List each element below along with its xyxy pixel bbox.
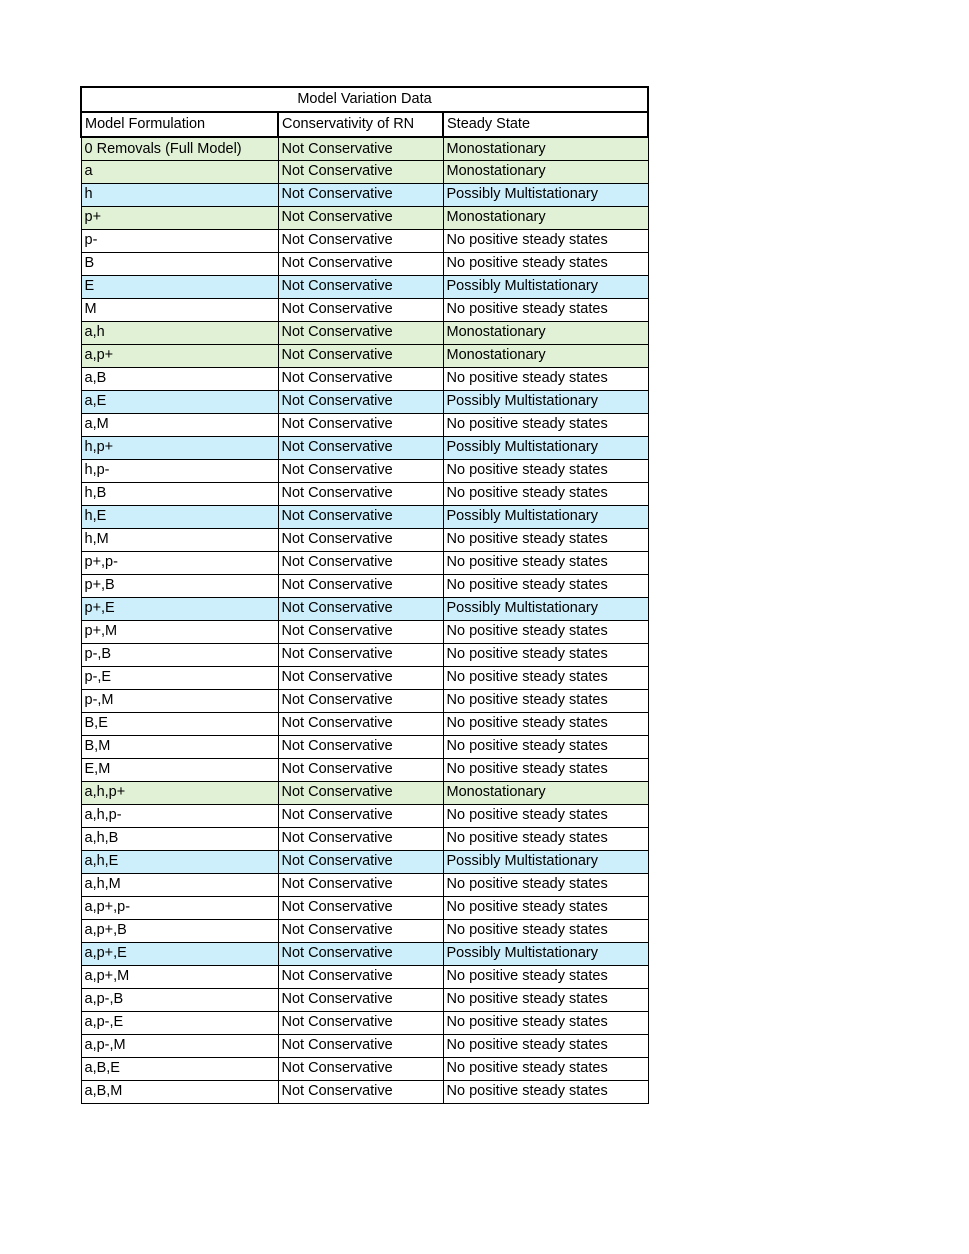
steady-state-cell: No positive steady states <box>443 229 648 252</box>
steady-state-cell: No positive steady states <box>443 482 648 505</box>
steady-state-cell: No positive steady states <box>443 528 648 551</box>
model-formulation-cell: a,B,E <box>81 1057 278 1080</box>
steady-state-cell: Possibly Multistationary <box>443 275 648 298</box>
conservativity-cell: Not Conservative <box>278 804 443 827</box>
table-row <box>81 873 648 896</box>
table-row <box>81 505 648 528</box>
steady-state-cell: No positive steady states <box>443 367 648 390</box>
steady-state-cell: No positive steady states <box>443 712 648 735</box>
steady-state-cell: No positive steady states <box>443 459 648 482</box>
table-title: Model Variation Data <box>81 87 648 112</box>
header-steady-state: Steady State <box>443 112 648 137</box>
table-row <box>81 597 648 620</box>
model-formulation-cell: B,M <box>81 735 278 758</box>
table-row <box>81 390 648 413</box>
model-formulation-cell: p+ <box>81 206 278 229</box>
table-row <box>81 919 648 942</box>
conservativity-cell: Not Conservative <box>278 275 443 298</box>
model-formulation-cell: h,E <box>81 505 278 528</box>
steady-state-cell: No positive steady states <box>443 988 648 1011</box>
model-formulation-cell: M <box>81 298 278 321</box>
conservativity-cell: Not Conservative <box>278 551 443 574</box>
model-formulation-cell: a,p+,B <box>81 919 278 942</box>
conservativity-cell: Not Conservative <box>278 390 443 413</box>
steady-state-cell: No positive steady states <box>443 1080 648 1103</box>
table-row <box>81 689 648 712</box>
model-formulation-cell: h <box>81 183 278 206</box>
conservativity-cell: Not Conservative <box>278 643 443 666</box>
steady-state-cell: No positive steady states <box>443 643 648 666</box>
steady-state-cell: Possibly Multistationary <box>443 505 648 528</box>
conservativity-cell: Not Conservative <box>278 827 443 850</box>
table-row <box>81 620 648 643</box>
model-formulation-cell: E,M <box>81 758 278 781</box>
model-formulation-cell: p+,B <box>81 574 278 597</box>
table-row <box>81 160 648 183</box>
conservativity-cell: Not Conservative <box>278 459 443 482</box>
model-formulation-cell: a,h,p+ <box>81 781 278 804</box>
conservativity-cell: Not Conservative <box>278 965 443 988</box>
steady-state-cell: Monostationary <box>443 160 648 183</box>
table-row <box>81 643 648 666</box>
conservativity-cell: Not Conservative <box>278 781 443 804</box>
conservativity-cell: Not Conservative <box>278 620 443 643</box>
conservativity-cell: Not Conservative <box>278 712 443 735</box>
table-header-row <box>81 112 648 137</box>
conservativity-cell: Not Conservative <box>278 873 443 896</box>
table-row <box>81 298 648 321</box>
table-row <box>81 229 648 252</box>
model-formulation-cell: p-,M <box>81 689 278 712</box>
conservativity-cell: Not Conservative <box>278 298 443 321</box>
model-formulation-cell: a,p+ <box>81 344 278 367</box>
model-formulation-cell: h,p- <box>81 459 278 482</box>
steady-state-cell: Possibly Multistationary <box>443 436 648 459</box>
table-row <box>81 344 648 367</box>
table-row <box>81 965 648 988</box>
steady-state-cell: No positive steady states <box>443 551 648 574</box>
table-row <box>81 206 648 229</box>
steady-state-cell: No positive steady states <box>443 413 648 436</box>
table-row <box>81 781 648 804</box>
table-row <box>81 735 648 758</box>
steady-state-cell: Possibly Multistationary <box>443 597 648 620</box>
model-formulation-cell: 0 Removals (Full Model) <box>81 137 278 160</box>
conservativity-cell: Not Conservative <box>278 229 443 252</box>
model-formulation-cell: h,M <box>81 528 278 551</box>
model-formulation-cell: a,h,B <box>81 827 278 850</box>
steady-state-cell: No positive steady states <box>443 1011 648 1034</box>
model-formulation-cell: a,B <box>81 367 278 390</box>
table-row <box>81 275 648 298</box>
conservativity-cell: Not Conservative <box>278 482 443 505</box>
model-formulation-cell: a,E <box>81 390 278 413</box>
steady-state-cell: Monostationary <box>443 344 648 367</box>
model-formulation-cell: a,h,p- <box>81 804 278 827</box>
model-formulation-cell: a,M <box>81 413 278 436</box>
steady-state-cell: No positive steady states <box>443 827 648 850</box>
model-formulation-cell: p- <box>81 229 278 252</box>
table-row <box>81 1011 648 1034</box>
table-row <box>81 758 648 781</box>
conservativity-cell: Not Conservative <box>278 344 443 367</box>
model-formulation-cell: a,h <box>81 321 278 344</box>
conservativity-cell: Not Conservative <box>278 252 443 275</box>
conservativity-cell: Not Conservative <box>278 321 443 344</box>
steady-state-cell: No positive steady states <box>443 919 648 942</box>
table-row <box>81 436 648 459</box>
table-row <box>81 367 648 390</box>
table-row <box>81 482 648 505</box>
table-row <box>81 1080 648 1103</box>
conservativity-cell: Not Conservative <box>278 574 443 597</box>
table-row <box>81 896 648 919</box>
table-row <box>81 804 648 827</box>
table-row <box>81 321 648 344</box>
table-title-row <box>81 87 648 112</box>
steady-state-cell: Possibly Multistationary <box>443 183 648 206</box>
model-formulation-cell: B <box>81 252 278 275</box>
table-body <box>81 87 648 1103</box>
table-row <box>81 850 648 873</box>
steady-state-cell: Possibly Multistationary <box>443 942 648 965</box>
table-row <box>81 712 648 735</box>
table-row <box>81 459 648 482</box>
header-conservativity: Conservativity of RN <box>278 112 443 137</box>
table-row <box>81 137 648 160</box>
model-formulation-cell: h,p+ <box>81 436 278 459</box>
conservativity-cell: Not Conservative <box>278 1057 443 1080</box>
table-row <box>81 988 648 1011</box>
model-formulation-cell: p+,M <box>81 620 278 643</box>
model-formulation-cell: a <box>81 160 278 183</box>
model-formulation-cell: h,B <box>81 482 278 505</box>
model-formulation-cell: p-,B <box>81 643 278 666</box>
steady-state-cell: No positive steady states <box>443 735 648 758</box>
steady-state-cell: No positive steady states <box>443 252 648 275</box>
steady-state-cell: No positive steady states <box>443 1057 648 1080</box>
header-model-formulation: Model Formulation <box>81 112 278 137</box>
steady-state-cell: Monostationary <box>443 781 648 804</box>
table-row <box>81 551 648 574</box>
conservativity-cell: Not Conservative <box>278 758 443 781</box>
model-formulation-cell: a,p-,E <box>81 1011 278 1034</box>
conservativity-cell: Not Conservative <box>278 505 443 528</box>
steady-state-cell: Possibly Multistationary <box>443 850 648 873</box>
table-row <box>81 666 648 689</box>
conservativity-cell: Not Conservative <box>278 436 443 459</box>
conservativity-cell: Not Conservative <box>278 988 443 1011</box>
model-formulation-cell: a,p-,M <box>81 1034 278 1057</box>
conservativity-cell: Not Conservative <box>278 735 443 758</box>
model-formulation-cell: a,h,M <box>81 873 278 896</box>
conservativity-cell: Not Conservative <box>278 850 443 873</box>
model-formulation-cell: p-,E <box>81 666 278 689</box>
conservativity-cell: Not Conservative <box>278 206 443 229</box>
steady-state-cell: Possibly Multistationary <box>443 390 648 413</box>
conservativity-cell: Not Conservative <box>278 137 443 160</box>
table-row <box>81 1057 648 1080</box>
conservativity-cell: Not Conservative <box>278 183 443 206</box>
model-formulation-cell: a,p+,p- <box>81 896 278 919</box>
conservativity-cell: Not Conservative <box>278 597 443 620</box>
model-variation-table <box>80 86 649 1104</box>
table-row <box>81 528 648 551</box>
model-formulation-cell: a,p+,E <box>81 942 278 965</box>
steady-state-cell: No positive steady states <box>443 965 648 988</box>
conservativity-cell: Not Conservative <box>278 1011 443 1034</box>
table-row <box>81 183 648 206</box>
steady-state-cell: No positive steady states <box>443 574 648 597</box>
table-row <box>81 252 648 275</box>
conservativity-cell: Not Conservative <box>278 1080 443 1103</box>
conservativity-cell: Not Conservative <box>278 367 443 390</box>
model-formulation-cell: B,E <box>81 712 278 735</box>
table-row <box>81 413 648 436</box>
steady-state-cell: Monostationary <box>443 206 648 229</box>
model-formulation-cell: a,p+,M <box>81 965 278 988</box>
steady-state-cell: No positive steady states <box>443 620 648 643</box>
steady-state-cell: Monostationary <box>443 137 648 160</box>
model-formulation-cell: E <box>81 275 278 298</box>
model-formulation-cell: a,h,E <box>81 850 278 873</box>
steady-state-cell: No positive steady states <box>443 873 648 896</box>
steady-state-cell: No positive steady states <box>443 689 648 712</box>
model-formulation-cell: p+,E <box>81 597 278 620</box>
conservativity-cell: Not Conservative <box>278 413 443 436</box>
table-row <box>81 942 648 965</box>
conservativity-cell: Not Conservative <box>278 919 443 942</box>
model-formulation-cell: a,p-,B <box>81 988 278 1011</box>
conservativity-cell: Not Conservative <box>278 689 443 712</box>
table-row <box>81 574 648 597</box>
steady-state-cell: No positive steady states <box>443 298 648 321</box>
table-row <box>81 827 648 850</box>
conservativity-cell: Not Conservative <box>278 160 443 183</box>
conservativity-cell: Not Conservative <box>278 942 443 965</box>
conservativity-cell: Not Conservative <box>278 528 443 551</box>
conservativity-cell: Not Conservative <box>278 896 443 919</box>
steady-state-cell: No positive steady states <box>443 804 648 827</box>
conservativity-cell: Not Conservative <box>278 666 443 689</box>
steady-state-cell: No positive steady states <box>443 758 648 781</box>
steady-state-cell: No positive steady states <box>443 1034 648 1057</box>
table-row <box>81 1034 648 1057</box>
steady-state-cell: Monostationary <box>443 321 648 344</box>
model-formulation-cell: p+,p- <box>81 551 278 574</box>
conservativity-cell: Not Conservative <box>278 1034 443 1057</box>
steady-state-cell: No positive steady states <box>443 896 648 919</box>
model-formulation-cell: a,B,M <box>81 1080 278 1103</box>
steady-state-cell: No positive steady states <box>443 666 648 689</box>
